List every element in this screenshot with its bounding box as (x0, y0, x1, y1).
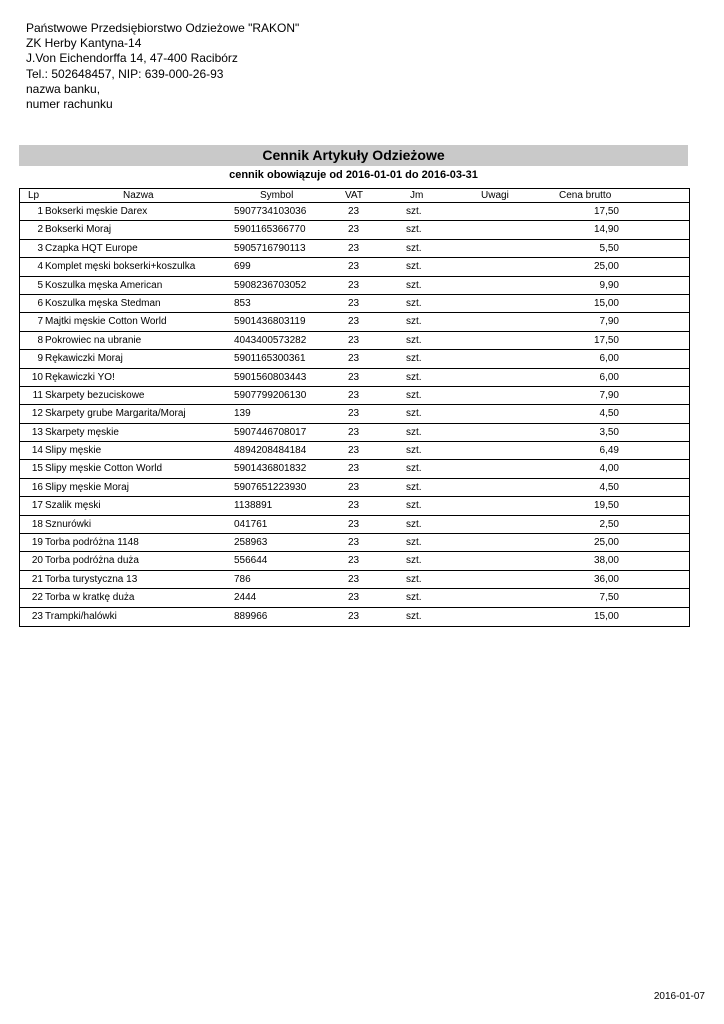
table-row (20, 608, 689, 626)
cell-symbol: 1138891 (234, 500, 273, 512)
cell-price: 17,50 (593, 206, 619, 217)
cell-lp: 20 (31, 555, 43, 567)
cell-lp: 6 (37, 297, 43, 309)
cell-price: 6,00 (599, 353, 619, 365)
cell-price: 4,50 (599, 408, 619, 420)
cell-symbol: 853 (234, 297, 251, 309)
cell-price: 5,50 (599, 242, 619, 254)
cell-symbol: 4894208484184 (234, 445, 307, 457)
company-line2: ZK Herby Kantyna-14 (26, 36, 142, 51)
cell-name: Slipy męskie Cotton World (45, 463, 163, 475)
header-symbol: Symbol (260, 190, 294, 201)
cell-jm: szt. (406, 206, 422, 217)
table-row (20, 552, 689, 570)
cell-vat: 23 (348, 206, 360, 217)
table-row (20, 350, 689, 368)
cell-symbol: 258963 (234, 537, 268, 549)
cell-name: Slipy męskie Moraj (45, 481, 129, 493)
cell-jm: szt. (406, 445, 422, 457)
cell-lp: 21 (31, 573, 43, 585)
cell-jm: szt. (406, 353, 422, 365)
company-header (26, 21, 299, 112)
cell-name: Koszulka męska Stedman (45, 297, 161, 309)
cell-vat: 23 (348, 426, 360, 438)
cell-name: Szalik męski (45, 500, 101, 512)
table-row (20, 295, 689, 313)
cell-price: 19,50 (593, 500, 619, 512)
company-account: numer rachunku (26, 97, 113, 112)
table-row (20, 240, 689, 258)
cell-name: Torba podróżna duża (45, 555, 139, 567)
cell-vat: 23 (348, 463, 360, 475)
cell-jm: szt. (406, 481, 422, 493)
cell-jm: szt. (406, 463, 422, 475)
cell-price: 36,00 (593, 573, 619, 585)
cell-lp: 18 (31, 518, 43, 530)
company-bank: nazwa banku, (26, 81, 101, 96)
cell-vat: 23 (348, 389, 360, 401)
table-row (20, 387, 689, 405)
cell-jm: szt. (406, 610, 422, 622)
table-row (20, 405, 689, 423)
cell-vat: 23 (348, 371, 360, 383)
table-row (20, 571, 689, 589)
cell-name: Pokrowiec na ubranie (45, 334, 142, 346)
cell-price: 4,50 (599, 481, 619, 493)
cell-vat: 23 (348, 242, 360, 254)
cell-price: 15,00 (593, 297, 619, 309)
cell-jm: szt. (406, 316, 422, 328)
cell-jm: szt. (406, 371, 422, 383)
cell-name: Bokserki Moraj (45, 224, 112, 236)
cell-name: Bokserki męskie Darex (45, 206, 148, 217)
cell-vat: 23 (348, 610, 360, 622)
cell-price: 14,90 (593, 224, 619, 236)
cell-name: Rękawiczki YO! (45, 371, 115, 383)
cell-lp: 22 (31, 592, 43, 604)
cell-vat: 23 (348, 279, 360, 291)
cell-jm: szt. (406, 518, 422, 530)
cell-vat: 23 (348, 518, 360, 530)
cell-symbol: 889966 (234, 610, 268, 622)
cell-lp: 10 (31, 371, 43, 383)
cell-price: 7,50 (599, 592, 619, 604)
cell-symbol: 5907651223930 (234, 481, 307, 493)
cell-symbol: 5901560803443 (234, 371, 307, 383)
cell-symbol: 699 (234, 261, 251, 273)
table-row (20, 332, 689, 350)
cell-lp: 23 (31, 610, 43, 622)
cell-name: Torba w kratkę duża (45, 592, 135, 604)
table-row (20, 589, 689, 607)
cell-price: 17,50 (593, 334, 619, 346)
header-jm: Jm (410, 190, 424, 201)
cell-lp: 14 (31, 445, 43, 457)
cell-vat: 23 (348, 261, 360, 273)
cell-name: Torba turystyczna 13 (45, 573, 138, 585)
cell-jm: szt. (406, 426, 422, 438)
cell-vat: 23 (348, 297, 360, 309)
cell-vat: 23 (348, 481, 360, 493)
cell-name: Skarpety męskie (45, 426, 119, 438)
company-contact: Tel.: 502648457, NIP: 639-000-26-93 (26, 66, 224, 81)
cell-lp: 13 (31, 426, 43, 438)
cell-symbol: 5907446708017 (234, 426, 307, 438)
cell-name: Slipy męskie (45, 445, 102, 457)
cell-price: 38,00 (593, 555, 619, 567)
cell-lp: 2 (37, 224, 43, 236)
table-row (20, 442, 689, 460)
cell-lp: 8 (37, 334, 43, 346)
cell-price: 25,00 (593, 261, 619, 273)
cell-price: 4,00 (599, 463, 619, 475)
cell-name: Koszulka męska American (45, 279, 163, 291)
cell-price: 9,90 (599, 279, 619, 291)
cell-jm: szt. (406, 408, 422, 420)
cell-vat: 23 (348, 334, 360, 346)
table-row (20, 516, 689, 534)
cell-symbol: 5901165366770 (234, 224, 306, 236)
header-lp: Lp (28, 190, 40, 201)
cell-lp: 3 (37, 242, 43, 254)
cell-symbol: 786 (234, 573, 251, 585)
cell-lp: 19 (31, 537, 43, 549)
cell-vat: 23 (348, 500, 360, 512)
table-row (20, 369, 689, 387)
cell-jm: szt. (406, 592, 422, 604)
cell-jm: szt. (406, 261, 422, 273)
cell-vat: 23 (348, 353, 360, 365)
cell-symbol: 041761 (234, 518, 268, 530)
header-uwagi: Uwagi (481, 190, 509, 201)
cell-symbol: 139 (234, 408, 251, 420)
cell-lp: 15 (31, 463, 43, 475)
cell-name: Rękawiczki Moraj (45, 353, 123, 365)
cell-symbol: 5901165300361 (234, 353, 306, 365)
cell-lp: 1 (37, 206, 43, 217)
cell-lp: 17 (31, 500, 43, 512)
header-cena: Cena brutto (559, 190, 612, 201)
cell-lp: 11 (32, 389, 43, 401)
table-row (20, 424, 689, 442)
cell-symbol: 4043400573282 (234, 334, 307, 346)
cell-lp: 7 (37, 316, 43, 328)
cell-price: 6,00 (599, 371, 619, 383)
header-name: Nazwa (123, 190, 154, 201)
cell-jm: szt. (406, 573, 422, 585)
cell-jm: szt. (406, 500, 422, 512)
cell-price: 6,49 (599, 445, 619, 457)
table-body (20, 203, 689, 626)
cell-symbol: 5905716790113 (234, 242, 306, 254)
cell-lp: 12 (31, 408, 43, 420)
cell-vat: 23 (348, 555, 360, 567)
cell-lp: 4 (37, 261, 43, 273)
cell-jm: szt. (406, 224, 422, 236)
cell-name: Komplet męski bokserki+koszulka (45, 261, 196, 273)
cell-jm: szt. (406, 297, 422, 309)
table-row (20, 221, 689, 239)
cell-jm: szt. (406, 555, 422, 567)
price-table (19, 188, 690, 627)
table-row (20, 534, 689, 552)
cell-vat: 23 (348, 224, 360, 236)
cell-symbol: 5908236703052 (234, 279, 307, 291)
table-row (20, 497, 689, 515)
cell-name: Sznurówki (45, 518, 92, 530)
cell-name: Czapka HQT Europe (45, 242, 138, 254)
table-header (20, 189, 689, 203)
cell-lp: 16 (31, 481, 43, 493)
cell-vat: 23 (348, 408, 360, 420)
cell-lp: 5 (37, 279, 43, 291)
document-subtitle: cennik obowiązuje od 2016-01-01 do 2016-03-31 (229, 169, 478, 181)
cell-vat: 23 (348, 592, 360, 604)
cell-price: 2,50 (599, 518, 619, 530)
cell-jm: szt. (406, 242, 422, 254)
table-row (20, 313, 689, 331)
cell-lp: 9 (37, 353, 43, 365)
cell-symbol: 5907734103036 (234, 206, 307, 217)
table-row (20, 460, 689, 478)
header-vat: VAT (345, 190, 363, 201)
cell-name: Torba podróżna 1148 (45, 537, 139, 549)
cell-symbol: 5901436801832 (234, 463, 307, 475)
cell-name: Skarpety bezuciskowe (45, 389, 145, 401)
cell-vat: 23 (348, 573, 360, 585)
table-row (20, 277, 689, 295)
cell-price: 3,50 (599, 426, 619, 438)
cell-price: 15,00 (593, 610, 619, 622)
cell-price: 7,90 (599, 389, 619, 401)
table-row (20, 479, 689, 497)
footer-date: 2016-01-07 (653, 991, 705, 1002)
cell-jm: szt. (406, 537, 422, 549)
cell-price: 25,00 (593, 537, 619, 549)
cell-price: 7,90 (599, 316, 619, 328)
document-title: Cennik Artykuły Odzieżowe (19, 145, 688, 166)
company-name: Państwowe Przedsiębiorstwo Odzieżowe "RAKON" (26, 21, 300, 35)
cell-symbol: 5901436803119 (234, 316, 306, 328)
cell-vat: 23 (348, 537, 360, 549)
table-row (20, 258, 689, 276)
table-row (20, 203, 689, 221)
cell-symbol: 2444 (234, 592, 257, 604)
cell-jm: szt. (406, 279, 422, 291)
cell-jm: szt. (406, 334, 422, 346)
cell-name: Majtki męskie Cotton World (45, 316, 167, 328)
cell-name: Trampki/halówki (45, 610, 117, 622)
cell-vat: 23 (348, 316, 360, 328)
cell-vat: 23 (348, 445, 360, 457)
company-address: J.Von Eichendorffa 14, 47-400 Racibórz (26, 51, 238, 66)
cell-symbol: 5907799206130 (234, 389, 307, 401)
cell-name: Skarpety grube Margarita/Moraj (45, 408, 186, 420)
cell-symbol: 556644 (234, 555, 268, 567)
cell-jm: szt. (406, 389, 422, 401)
